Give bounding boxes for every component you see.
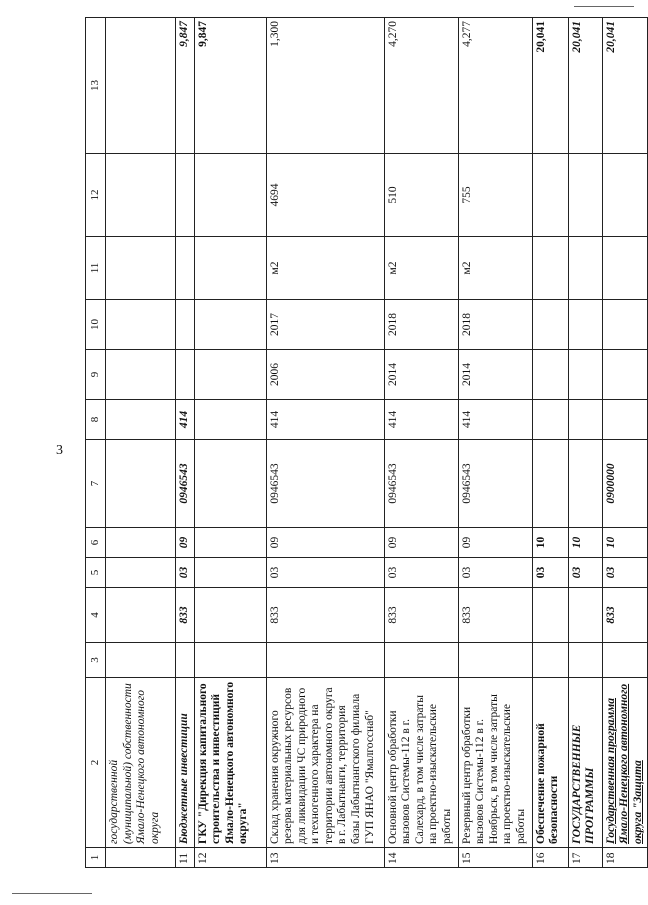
cell — [176, 300, 195, 350]
bottom-left-rule — [12, 893, 92, 894]
cell-name: Бюджетные инвестиции — [176, 678, 195, 848]
table-row — [532, 18, 568, 868]
cell-name: Государственная программа Ямало-Ненецкого автономного округа "Защита — [602, 678, 648, 848]
cell-num: 16 — [532, 848, 568, 868]
cell-name: Резервный центр обработки вызовов Системы-112 в г. Ноябрьск, в том числе затраты на проектно-изыскательские работы — [458, 678, 532, 848]
cell: 2018 — [458, 300, 532, 350]
cell-name: ГКУ "Дирекция капитального строительства и инвестиций Ямало-Ненецкого автономного округа" — [194, 678, 266, 848]
table-row — [568, 18, 602, 868]
cell — [384, 643, 458, 678]
cell: 09 — [384, 528, 458, 558]
cell-amount: 20,041 — [602, 18, 648, 154]
table-row — [384, 18, 458, 868]
cell: 414 — [384, 400, 458, 440]
table-row — [106, 18, 176, 868]
cell-name: Склад хранения окружного резерва материальных ресурсов для ликвидации ЧС природного и техногенного характера на территории автономного округа в г. Лабытнанги, территория базы Лабытнангского филиала ГУП ЯНАО "Ямалгосснаб" — [266, 678, 384, 848]
cell — [106, 588, 176, 643]
cell: 414 — [266, 400, 384, 440]
budget-table — [85, 17, 648, 868]
cell: 0946543 — [176, 440, 195, 528]
cell — [602, 300, 648, 350]
cell: 09 — [458, 528, 532, 558]
header-cell: 8 — [86, 400, 106, 440]
cell-amount: 9,847 — [194, 18, 266, 154]
cell — [106, 300, 176, 350]
cell — [568, 643, 602, 678]
cell-name: ГОСУДАРСТВЕННЫЕ ПРОГРАММЫ — [568, 678, 602, 848]
cell — [532, 154, 568, 237]
cell — [194, 237, 266, 300]
header-cell: 7 — [86, 440, 106, 528]
cell — [458, 643, 532, 678]
cell — [568, 300, 602, 350]
cell — [532, 350, 568, 400]
cell — [106, 558, 176, 588]
table-row — [194, 18, 266, 868]
cell — [194, 558, 266, 588]
cell — [106, 440, 176, 528]
header-cell: 3 — [86, 643, 106, 678]
cell — [194, 643, 266, 678]
cell: 0946543 — [384, 440, 458, 528]
cell-num: 15 — [458, 848, 532, 868]
cell — [106, 350, 176, 400]
cell — [266, 643, 384, 678]
table-row — [458, 18, 532, 868]
cell-amount: 4,277 — [458, 18, 532, 154]
page-number: 3 — [56, 443, 63, 458]
cell — [194, 440, 266, 528]
cell — [602, 237, 648, 300]
cell: 03 — [532, 558, 568, 588]
cell-num: 17 — [568, 848, 602, 868]
cell — [602, 350, 648, 400]
header-cell: 2 — [86, 678, 106, 848]
table-row — [266, 18, 384, 868]
cell — [568, 588, 602, 643]
cell: 10 — [602, 528, 648, 558]
cell: 414 — [176, 400, 195, 440]
cell: 0946543 — [458, 440, 532, 528]
cell-amount: 9,847 — [176, 18, 195, 154]
cell: 2017 — [266, 300, 384, 350]
cell — [532, 400, 568, 440]
cell: 833 — [458, 588, 532, 643]
cell: 09 — [266, 528, 384, 558]
cell: 03 — [602, 558, 648, 588]
cell — [568, 237, 602, 300]
cell-num: 11 — [176, 848, 195, 868]
cell: м2 — [458, 237, 532, 300]
cell-num: 18 — [602, 848, 648, 868]
cell — [194, 588, 266, 643]
cell — [532, 300, 568, 350]
cell: 510 — [384, 154, 458, 237]
cell: м2 — [384, 237, 458, 300]
cell-num: 12 — [194, 848, 266, 868]
cell — [176, 643, 195, 678]
cell — [532, 588, 568, 643]
cell — [194, 528, 266, 558]
cell-amount: 20,041 — [532, 18, 568, 154]
cell — [602, 643, 648, 678]
cell: 10 — [532, 528, 568, 558]
cell-num: 13 — [266, 848, 384, 868]
cell: 10 — [568, 528, 602, 558]
cell — [194, 300, 266, 350]
cell-amount: 4,270 — [384, 18, 458, 154]
cell — [568, 400, 602, 440]
cell: 2018 — [384, 300, 458, 350]
cell — [176, 237, 195, 300]
cell: м2 — [266, 237, 384, 300]
cell — [568, 350, 602, 400]
cell — [106, 18, 176, 154]
cell — [106, 643, 176, 678]
cell — [194, 350, 266, 400]
cell — [532, 643, 568, 678]
cell-amount: 1,300 — [266, 18, 384, 154]
cell: 833 — [602, 588, 648, 643]
header-cell: 9 — [86, 350, 106, 400]
cell-num — [106, 848, 176, 868]
header-cell: 11 — [86, 237, 106, 300]
header-row — [86, 18, 106, 868]
cell — [176, 154, 195, 237]
cell: 414 — [458, 400, 532, 440]
header-cell: 12 — [86, 154, 106, 237]
cell-name: Обеспечение пожарной безопасности — [532, 678, 568, 848]
cell — [568, 440, 602, 528]
cell: 2014 — [384, 350, 458, 400]
cell — [106, 400, 176, 440]
cell — [194, 400, 266, 440]
cell — [176, 350, 195, 400]
cell: 0946543 — [266, 440, 384, 528]
cell — [106, 237, 176, 300]
header-cell: 5 — [86, 558, 106, 588]
rotated-table-container — [85, 18, 644, 868]
cell: 0900000 — [602, 440, 648, 528]
cell — [532, 237, 568, 300]
cell: 4694 — [266, 154, 384, 237]
header-cell: 10 — [86, 300, 106, 350]
cell — [568, 154, 602, 237]
cell-num: 14 — [384, 848, 458, 868]
cell: 833 — [176, 588, 195, 643]
cell: 833 — [384, 588, 458, 643]
cell — [602, 400, 648, 440]
cell: 2014 — [458, 350, 532, 400]
cell-name: Основной центр обработки вызовов Системы-112 в г. Салехард, в том числе затраты на проектно-изыскательские работы — [384, 678, 458, 848]
table-row — [602, 18, 648, 868]
cell: 755 — [458, 154, 532, 237]
cell: 03 — [384, 558, 458, 588]
cell-name: государственной (муниципальной) собственности Ямало-Ненецкого автономного округа — [106, 678, 176, 848]
header-cell: 4 — [86, 588, 106, 643]
cell: 09 — [176, 528, 195, 558]
header-cell: 1 — [86, 848, 106, 868]
cell — [106, 528, 176, 558]
cell: 03 — [266, 558, 384, 588]
table-row — [176, 18, 195, 868]
top-right-rule — [574, 6, 634, 7]
cell: 03 — [568, 558, 602, 588]
cell — [532, 440, 568, 528]
header-cell: 13 — [86, 18, 106, 154]
cell: 03 — [176, 558, 195, 588]
cell: 03 — [458, 558, 532, 588]
cell: 833 — [266, 588, 384, 643]
cell — [106, 154, 176, 237]
header-cell: 6 — [86, 528, 106, 558]
cell: 2006 — [266, 350, 384, 400]
cell — [194, 154, 266, 237]
cell — [602, 154, 648, 237]
cell-amount: 20,041 — [568, 18, 602, 154]
